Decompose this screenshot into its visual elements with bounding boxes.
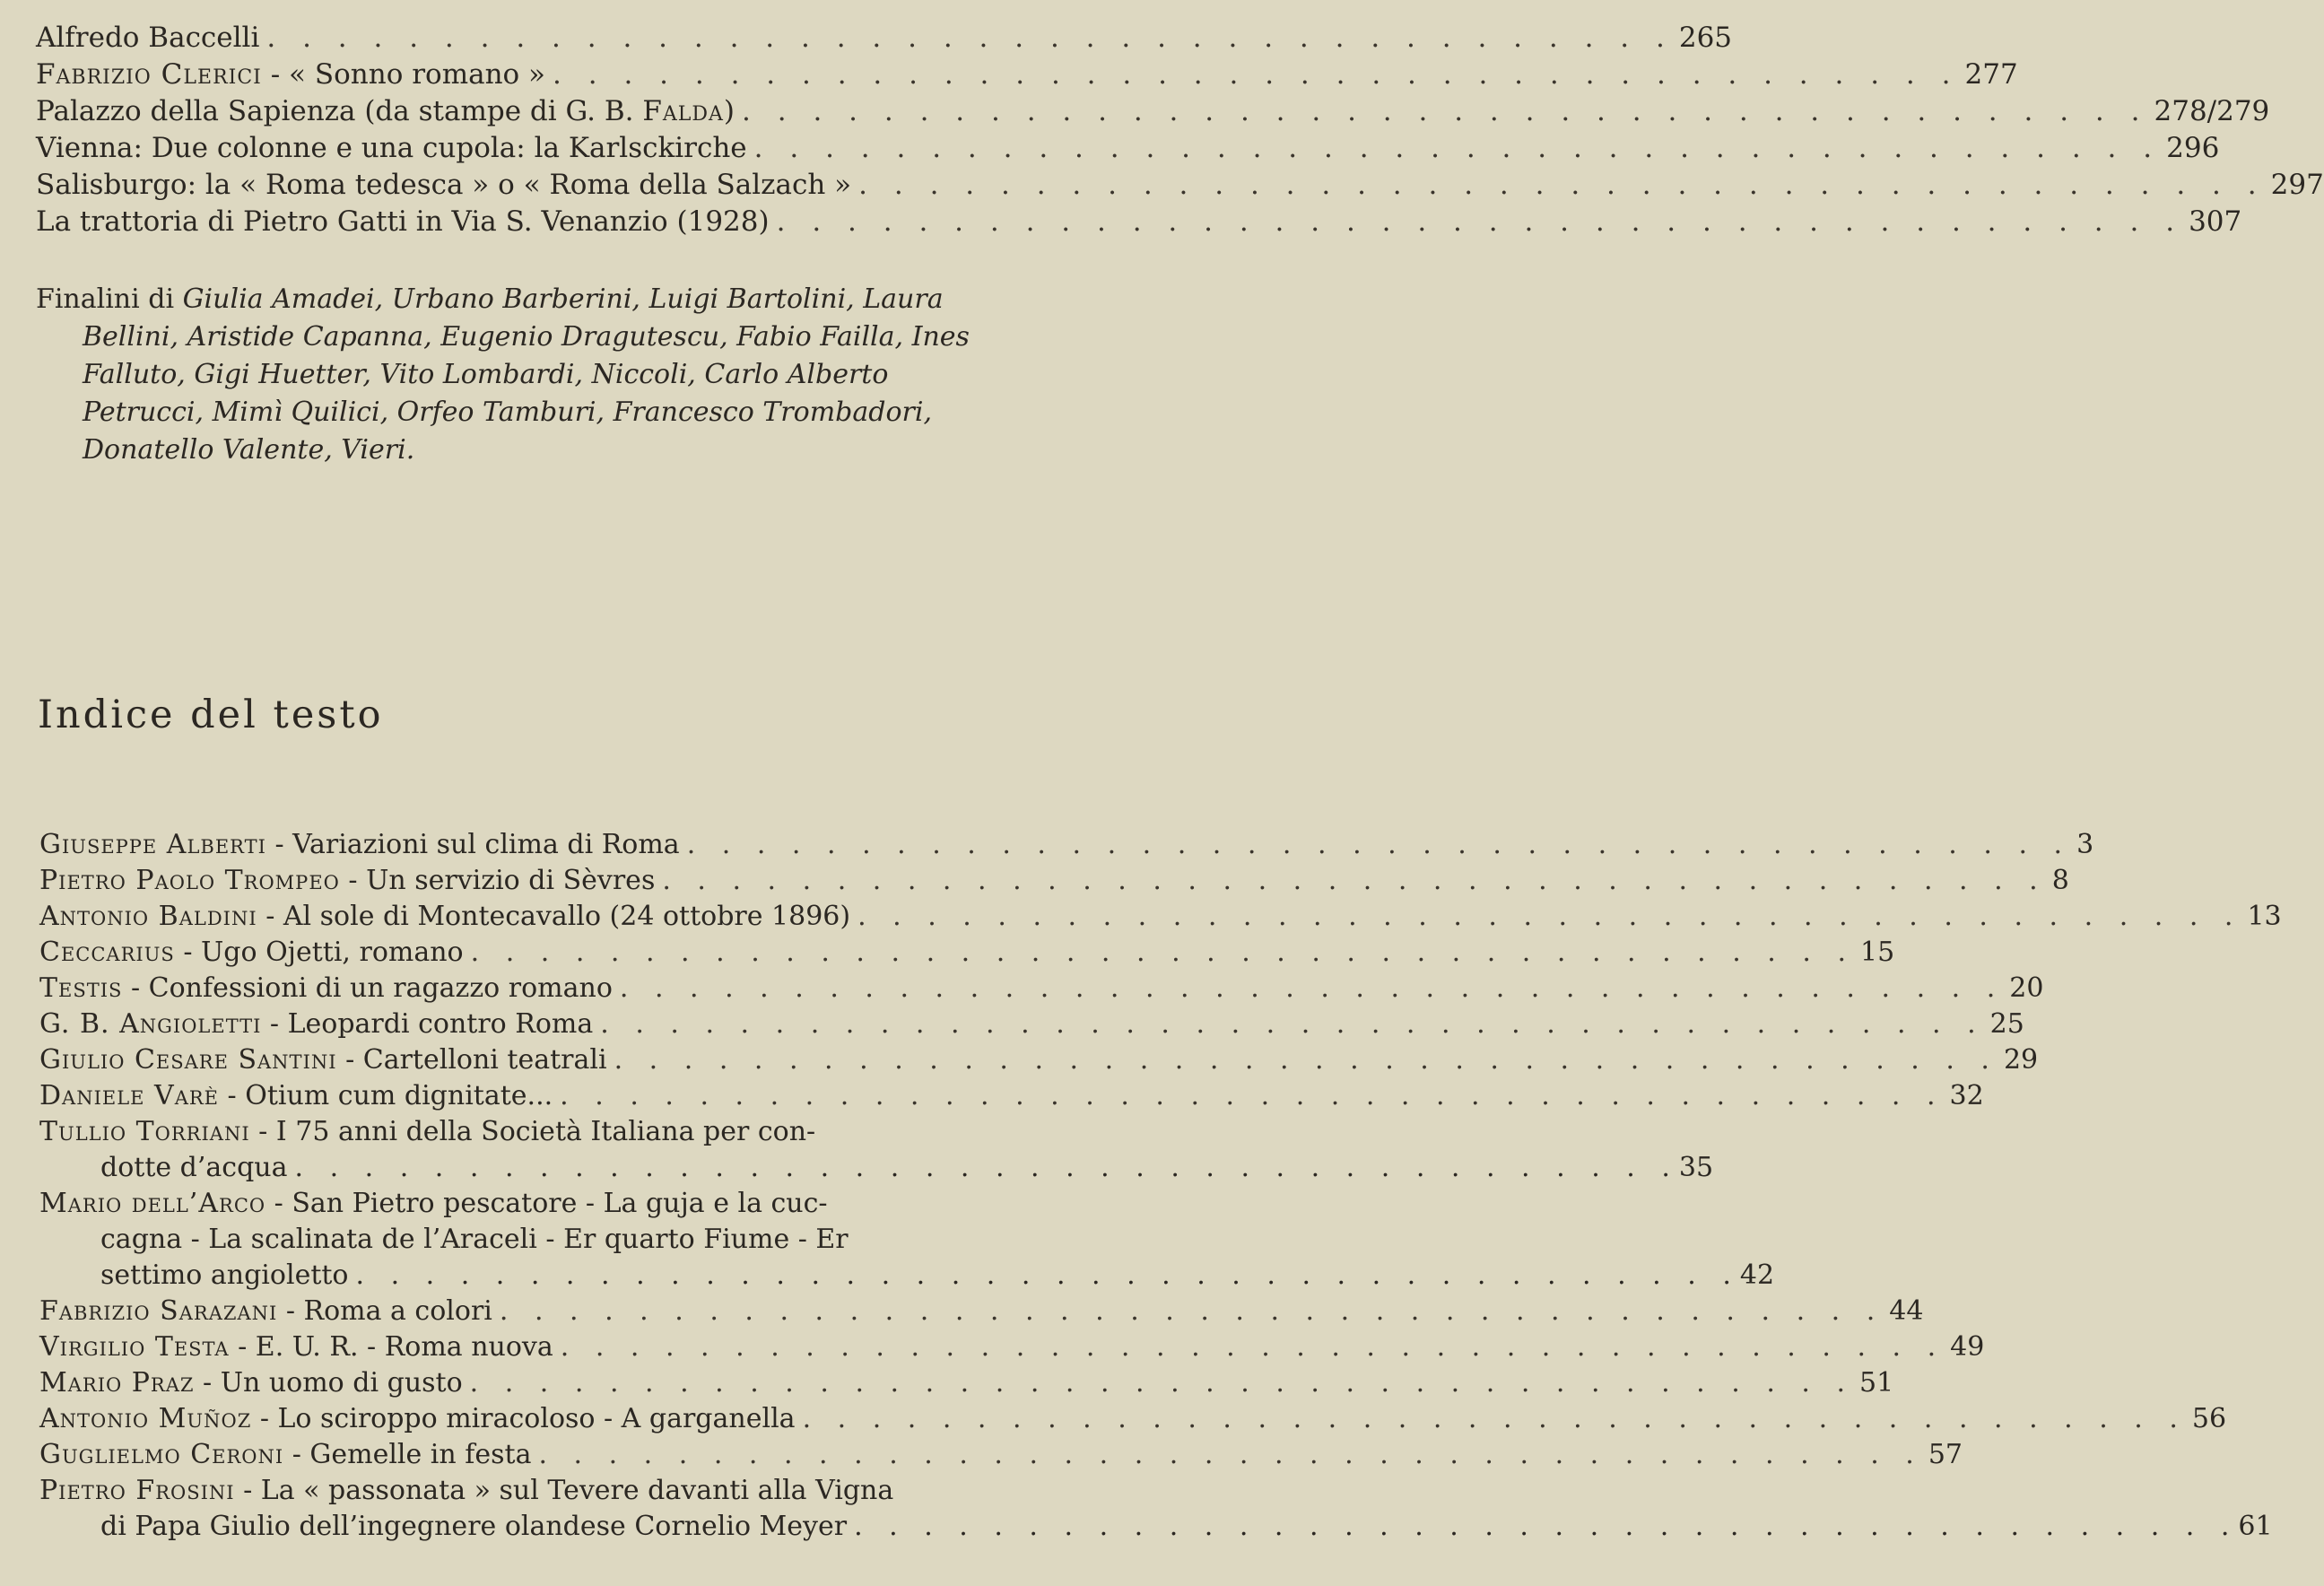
page-number: 3 — [2076, 829, 2094, 860]
contents-entry — [39, 1329, 1985, 1365]
entry-author: Giulio Cesare Santini — [39, 1044, 337, 1076]
finalini-line: Donatello Valente, Vieri. — [83, 434, 415, 466]
illustration-entry — [36, 57, 2018, 92]
contents-entry — [39, 1186, 1775, 1294]
entry-author: G. B. Angioletti — [39, 1008, 262, 1040]
entry-author: Mario dell’Arco — [39, 1188, 266, 1219]
dot-leader: . . . . . . . . . . . . . . . . . . . . . . . . . . . . . . . . . . . . . . . . — [266, 22, 1674, 54]
page-number: 51 — [1859, 1367, 1894, 1399]
entry-author: Tullio Torriani — [39, 1116, 250, 1147]
entry-title: - Variazioni sul clima di Roma — [265, 829, 680, 860]
entry-title: - Gemelle in festa — [283, 1439, 532, 1470]
finalini-credits — [36, 281, 1014, 469]
entry-author: Virgilio Testa — [39, 1331, 230, 1363]
page-number: 42 — [1739, 1259, 1775, 1291]
dot-leader: . . . . . . . . . . . . . . . . . . . . . . . . . . . . . . . . . . . . . . . . — [294, 1152, 1679, 1183]
page-number: 44 — [1889, 1295, 1924, 1327]
entry-title: dotte d’acqua — [100, 1152, 288, 1183]
entry-author: Fabrizio Clerici — [36, 58, 262, 91]
entry-title: - Leopardi contro Roma — [261, 1008, 594, 1040]
entry-author: Daniele Varè — [39, 1080, 220, 1111]
section-heading: Indice del testo — [38, 693, 384, 737]
page-number: 32 — [1949, 1080, 1984, 1111]
entry-title: Alfredo Baccelli — [36, 22, 260, 54]
dot-leader: . . . . . . . . . . . . . . . . . . . . . . . . . . . . . . . . . . . . . . . . — [560, 1331, 1945, 1363]
dot-leader: . . . . . . . . . . . . . . . . . . . . . . . . . . . . . . . . . . . . . . . . — [753, 132, 2162, 164]
page-number: 265 — [1678, 22, 1733, 54]
entry-title: - Roma a colori — [277, 1295, 492, 1327]
illustration-entry — [36, 204, 2242, 240]
illustration-entry — [36, 93, 2270, 129]
entry-title: - Un uomo di gusto — [194, 1367, 463, 1399]
dot-leader: . . . . . . . . . . . . . . . . . . . . . . . . . . . . . . . . . . . . . . . . — [355, 1259, 1740, 1291]
page-number: 13 — [2247, 901, 2282, 932]
finalini-line: Petrucci, Mimì Quilici, Orfeo Tamburi, Francesco Trombadori, — [83, 396, 932, 428]
page-number: 8 — [2051, 865, 2069, 896]
contents-entry — [39, 1042, 2039, 1078]
dot-leader: . . . . . . . . . . . . . . . . . . . . . . . . . . . . . . . . . . . . . . . . — [614, 1044, 1998, 1076]
page-number: 57 — [1928, 1439, 1963, 1470]
entry-title: Palazzo della Sapienza (da stampe di G. B. — [36, 95, 643, 127]
contents-entry — [39, 1078, 1984, 1114]
page-number: 307 — [2189, 205, 2242, 238]
entry-author: Antonio Muñoz — [39, 1403, 252, 1434]
contents-entry — [39, 1294, 1924, 1329]
entry-title-end: ) — [723, 95, 735, 127]
finalini-prefix: Finalini di — [36, 283, 183, 315]
entry-title: - Un servizio di Sèvres — [339, 865, 656, 896]
dot-leader: . . . . . . . . . . . . . . . . . . . . . . . . . . . . . . . . . . . . . . . . — [858, 169, 2266, 201]
finalini-line: Bellini, Aristide Capanna, Eugenio Dragutescu, Fabio Failla, Ines — [83, 321, 970, 353]
dot-leader: . . . . . . . . . . . . . . . . . . . . . . . . . . . . . . . . . . . . . . . . — [776, 205, 2184, 238]
contents-entry — [39, 899, 2282, 935]
dot-leader: . . . . . . . . . . . . . . . . . . . . . . . . . . . . . . . . . . . . . . . . — [600, 1008, 1985, 1040]
entry-title: Vienna: Due colonne e una cupola: la Karlsckirche — [36, 132, 747, 164]
dot-leader: . . . . . . . . . . . . . . . . . . . . . . . . . . . . . . . . . . . . . . . . — [619, 972, 2005, 1004]
page-number: 35 — [1678, 1152, 1714, 1183]
entry-author: Guglielmo Ceroni — [39, 1439, 284, 1470]
contents-entry — [39, 1437, 1963, 1473]
dot-leader: . . . . . . . . . . . . . . . . . . . . . . . . . . . . . . . . . . . . . . . . — [802, 1403, 2187, 1434]
dot-leader: . . . . . . . . . . . . . . . . . . . . . . . . . . . . . . . . . . . . . . . . — [469, 1367, 1855, 1399]
contents-entry — [39, 1401, 2227, 1437]
entry-title: La trattoria di Pietro Gatti in Via S. Venanzio (1928) — [36, 205, 770, 238]
entry-title: - Cartelloni teatrali — [336, 1044, 607, 1076]
dot-leader: . . . . . . . . . . . . . . . . . . . . . . . . . . . . . . . . . . . . . . . . — [560, 1080, 1945, 1111]
illustration-entry — [36, 167, 2324, 203]
entry-title: - Confessioni di un ragazzo romano — [122, 972, 613, 1004]
dot-leader: . . . . . . . . . . . . . . . . . . . . . . . . . . . . . . . . . . . . . . . . — [553, 58, 1960, 91]
entry-author: Pietro Paolo Trompeo — [39, 865, 340, 896]
entry-title: - « Sonno romano » — [261, 58, 546, 91]
page-number: 20 — [2009, 972, 2044, 1004]
entry-title-smallcaps: Falda — [642, 95, 724, 127]
illustration-entry — [36, 20, 1733, 56]
contents-entry — [39, 935, 1895, 971]
entry-title: - Ugo Ojetti, romano — [174, 937, 464, 968]
finalini-line: Falluto, Gigi Huetter, Vito Lombardi, Niccoli, Carlo Alberto — [83, 359, 889, 390]
page-number: 278/279 — [2154, 95, 2270, 127]
contents-entry — [39, 1473, 2273, 1545]
contents-entry — [39, 1006, 2024, 1042]
page-number: 29 — [2003, 1044, 2039, 1076]
entry-title: - San Pietro pescatore - La guja e la cuc- — [265, 1188, 828, 1219]
entry-title: settimo angioletto — [100, 1259, 349, 1291]
dot-leader: . . . . . . . . . . . . . . . . . . . . . . . . . . . . . . . . . . . . . . . . — [857, 901, 2242, 932]
entry-author: Mario Praz — [39, 1367, 195, 1399]
contents-entry — [39, 827, 2094, 863]
contents-entry — [39, 863, 2069, 899]
entry-title: - I 75 anni della Società Italiana per con- — [249, 1116, 816, 1147]
page-number: 15 — [1859, 937, 1895, 968]
page-number: 61 — [2238, 1511, 2273, 1542]
entry-author: Giuseppe Alberti — [39, 829, 266, 860]
contents-entry — [39, 971, 2044, 1006]
entry-title: - Lo sciroppo miracoloso - A garganella — [251, 1403, 796, 1434]
page-number: 277 — [1964, 58, 2018, 91]
entry-author: Testis — [39, 972, 123, 1004]
dot-leader: . . . . . . . . . . . . . . . . . . . . . . . . . . . . . . . . . . . . . . . . — [686, 829, 2072, 860]
finalini-line: Giulia Amadei, Urbano Barberini, Luigi Bartolini, Laura — [182, 283, 944, 315]
entry-title: - Al sole di Montecavallo (24 ottobre 1896) — [257, 901, 851, 932]
page-number: 49 — [1950, 1331, 1985, 1363]
entry-title: - E. U. R. - Roma nuova — [229, 1331, 553, 1363]
dot-leader: . . . . . . . . . . . . . . . . . . . . . . . . . . . . . . . . . . . . . . . . — [470, 937, 1855, 968]
entry-author: Ceccarius — [39, 937, 175, 968]
page-number: 25 — [1989, 1008, 2024, 1040]
dot-leader: . . . . . . . . . . . . . . . . . . . . . . . . . . . . . . . . . . . . . . . . — [538, 1439, 1923, 1470]
entry-title: Salisburgo: la « Roma tedesca » o « Roma della Salzach » — [36, 169, 852, 201]
entry-author: Pietro Frosini — [39, 1475, 235, 1506]
entry-title: - Otium cum dignitate... — [219, 1080, 553, 1111]
dot-leader: . . . . . . . . . . . . . . . . . . . . . . . . . . . . . . . . . . . . . . . . — [854, 1511, 2239, 1542]
dot-leader: . . . . . . . . . . . . . . . . . . . . . . . . . . . . . . . . . . . . . . . . — [742, 95, 2149, 127]
entry-title: di Papa Giulio dell’ingegnere olandese Cornelio Meyer — [100, 1511, 848, 1542]
illustration-entry — [36, 130, 2220, 166]
entry-author: Fabrizio Sarazani — [39, 1295, 278, 1327]
dot-leader: . . . . . . . . . . . . . . . . . . . . . . . . . . . . . . . . . . . . . . . . — [662, 865, 2047, 896]
page-number: 56 — [2191, 1403, 2227, 1434]
dot-leader: . . . . . . . . . . . . . . . . . . . . . . . . . . . . . . . . . . . . . . . . — [499, 1295, 1884, 1327]
contents-entry — [39, 1114, 1714, 1186]
entry-author: Antonio Baldini — [39, 901, 257, 932]
contents-entry — [39, 1365, 1894, 1401]
entry-title: - La « passonata » sul Tevere davanti alla Vigna — [234, 1475, 894, 1506]
entry-title: cagna - La scalinata de l’Araceli - Er quarto Fiume - Er — [100, 1224, 849, 1255]
page-number: 296 — [2166, 132, 2220, 164]
page-number: 297 — [2270, 169, 2324, 201]
